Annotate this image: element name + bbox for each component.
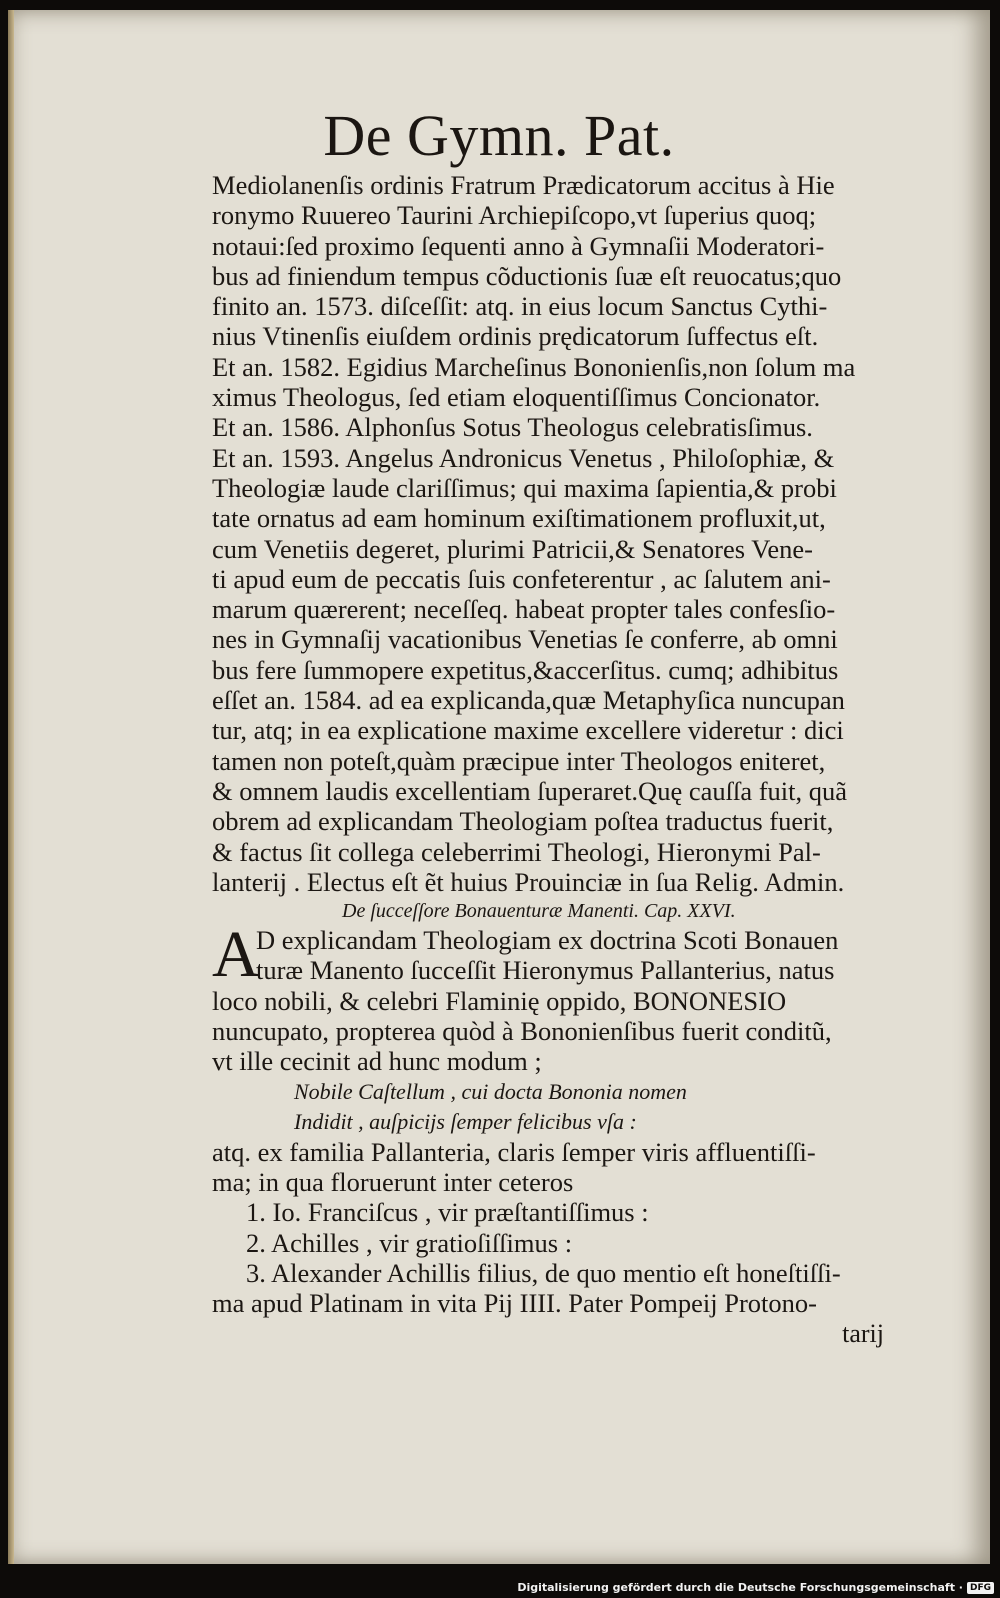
text-line: marum quærerent; neceſſeq. habeat propter tales confesſio- <box>212 594 836 625</box>
text-line: 3. Alexander Achillis filius, de quo mentio eſt honeſtiſſi- <box>246 1257 841 1288</box>
dfg-logo: DFG <box>967 1582 994 1594</box>
text-line: tamen non poteſt,quàm præcipue inter Theologos eniteret, <box>212 745 826 776</box>
text-line: & omnem laudis excellentiam ſuperaret.Quę cauſſa fuit, quã <box>212 775 848 806</box>
text-line: D explicandam Theologiam ex doctrina Scoti Bonauen <box>256 925 839 956</box>
text-line: Et an. 1582. Egidius Marcheſinus Bononienſis,non ſolum ma <box>212 351 856 382</box>
digitization-footer <box>517 1581 994 1594</box>
chapter-caption: De ſucceſſore Bonauenturæ Manenti. Cap. XXVI. <box>342 900 736 923</box>
text-line: loco nobili, & celebri Flaminię oppido, BONONESIO <box>212 985 787 1016</box>
text-line: 2. Achilles , vir gratioſiſſimus : <box>246 1227 573 1258</box>
paragraph-1 <box>212 170 934 897</box>
enumerated-list <box>212 1197 934 1288</box>
text-line: eſſet an. 1584. ad ea explicanda,quæ Metaphyſica nuncupan <box>212 685 845 716</box>
text-line: bus fere ſummopere expetitus,&accerſitus. cumq; adhibitus <box>212 654 839 685</box>
text-line: lanterij . Electus eſt ẽt huius Prouinciæ in ſua Relig. Admin. <box>212 866 845 897</box>
text-line: vt ille cecinit ad hunc modum ; <box>212 1046 542 1077</box>
text-line: atq. ex familia Pallanteria, claris ſemper viris affluentiſſi- <box>212 1136 816 1167</box>
page-body <box>212 170 934 1350</box>
book-page <box>8 10 990 1564</box>
text-line: & factus ſit collega celeberrimi Theologi, Hieronymi Pal- <box>212 836 821 867</box>
text-line: obrem ad explicandam Theologiam poſtea traductus fuerit, <box>212 806 834 837</box>
text-line: turæ Manento ſucceſſit Hieronymus Pallanterius, natus <box>256 955 835 986</box>
paragraph-2 <box>212 918 934 1077</box>
text-line: ti apud eum de peccatis ſuis confeterentur , ac ſalutem ani- <box>212 563 831 594</box>
text-line: Et an. 1593. Angelus Andronicus Venetus , Philoſophiæ, & <box>212 442 835 473</box>
text-line: finito an. 1573. diſceſſit: atq. in eius locum Sanctus Cythi- <box>212 291 828 322</box>
text-line: Theologiæ laude clariſſimus; qui maxima ſapientia,& probi <box>212 472 837 503</box>
text-line: Nobile Caſtellum , cui docta Bononia nomen <box>294 1078 687 1104</box>
text-line: Et an. 1586. Alphonſus Sotus Theologus celebratisſimus. <box>212 412 813 443</box>
text-line: 1. Io. Franciſcus , vir præſtantiſſimus : <box>246 1197 649 1228</box>
text-line: Indidit , auſpicijs ſemper felicibus vſa : <box>294 1108 637 1134</box>
drop-cap: A <box>212 918 260 992</box>
text-line: bus ad finiendum tempus cõductionis ſuæ eſt reuocatus;quo <box>212 260 842 291</box>
catchword: tarij <box>842 1319 884 1349</box>
text-line: tur, atq; in ea explicatione maxime excellere videretur : dici <box>212 715 844 746</box>
text-line: nuncupato, propterea quòd à Bononienſibus fuerit conditũ, <box>212 1016 832 1047</box>
text-line: ronymo Ruuereo Taurini Archiepiſcopo,vt ſuperius quoq; <box>212 200 817 231</box>
verse-block <box>212 1077 934 1137</box>
paragraph-2-lines <box>212 918 934 1077</box>
text-line: ximus Theologus, ſed etiam eloquentiſſimus Concionator. <box>212 382 821 413</box>
text-line: ma; in qua floruerunt inter ceteros <box>212 1166 574 1197</box>
text-line: tate ornatus ad eam hominum exiſtimationem profluxit,ut, <box>212 503 826 534</box>
text-line: nes in Gymnaſij vacationibus Venetias ſe conferre, ab omni <box>212 624 838 655</box>
text-line: Mediolanenſis ordinis Fratrum Prædicatorum accitus à Hie <box>212 170 835 200</box>
text-line: cum Venetiis degeret, plurimi Patricii,& Senatores Vene- <box>212 533 814 564</box>
footer-credit: Digitalisierung gefördert durch die Deutsche Forschungsgemeinschaft · <box>517 1581 963 1594</box>
page-title: De Gymn. Pat. <box>323 103 675 168</box>
list-continuation: ma apud Platinam in vita Pij IIII. Pater Pompeij Protono- <box>212 1288 817 1319</box>
paragraph-3 <box>212 1137 934 1198</box>
text-line: notaui:ſed proximo ſequenti anno à Gymnaſii Moderatori- <box>212 230 825 261</box>
text-line: nius Vtinenſis eiuſdem ordinis prędicatorum ſuffectus eſt. <box>212 321 819 352</box>
